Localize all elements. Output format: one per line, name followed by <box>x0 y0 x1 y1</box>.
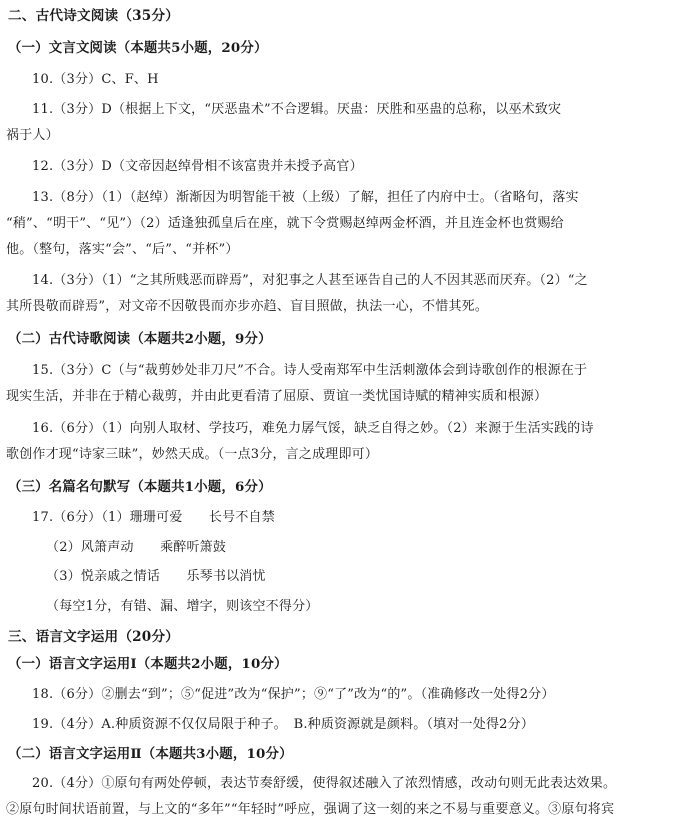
answer-line: 10.（3分）C、F、H <box>32 72 159 87</box>
answer-line: 现实生活，并非在于精心裁剪，并由此更看清了屈原、贾谊一类忧国诗赋的精神实质和根源） <box>6 389 548 404</box>
answer-line: 13.（8分）（1）（赵绰）渐渐因为明智能干被（上级）了解，担任了内府中士。（省略句，落实 <box>32 190 579 205</box>
answer-line: （每空1分，有错、漏、增字，则该空不得分） <box>46 599 319 614</box>
answer-line: 14.（3分）（1）“之其所贱恶而辟焉”，对犯事之人甚至诬告自己的人不因其恶而厌弃。（2）“之 <box>32 273 588 288</box>
answer-line: （3）悦亲戚之情话 乐琴书以消忧 <box>46 569 266 584</box>
answer-line: 祸于人） <box>6 128 59 143</box>
subsection-heading: （三）名篇名句默写（本题共1小题，6分） <box>8 479 272 495</box>
subsection-heading: （一）文言文阅读（本题共5小题，20分） <box>8 40 268 56</box>
subsection-heading: （二）语言文字运用Ⅱ（本题共3小题，10分） <box>8 746 293 762</box>
answer-line: （2）风箫声动 乘醉听箫鼓 <box>46 540 227 555</box>
answer-line: 17.（6分）（1）珊珊可爱 长号不自禁 <box>32 510 275 525</box>
answer-line: “稍”、“明干”、“见”）（2）适逢独孤皇后在座，就下令赏赐赵绰两金杯酒，并且连金杯也赏赐给 <box>6 216 564 231</box>
answer-line: 20.（4分）①原句有两处停顿，表达节奏舒缓，使得叙述融入了浓烈情感，改动句则无此表达效果。 <box>32 776 617 791</box>
answer-line: 12.（3分）D（文帝因赵绰骨相不该富贵并未授予高官） <box>32 159 363 174</box>
answer-line: 他。（整句，落实“会”、“后”、“并杯”） <box>6 242 239 257</box>
answer-line: 歌创作才现“诗家三昧”，妙然天成。（一点3分，言之成理即可） <box>6 447 379 462</box>
answer-line: 11.（3分）D（根据上下文，“厌恶蛊术”不合逻辑。厌蛊：厌胜和巫蛊的总称，以巫术致灾 <box>32 102 562 117</box>
answer-line: ②原句时间状语前置，与上文的“多年”“年轻时”呼应，强调了这一刻的来之不易与重要意义。③原句将宾 <box>6 802 615 817</box>
answer-line: 18.（6分）②删去“到”；⑤“促进”改为“保护”；⑨“了”改为“的”。（准确修改一处得2分） <box>32 687 555 702</box>
answer-line: 16.（6分）（1）向别人取材、学技巧，难免力孱气馁，缺乏自得之妙。（2）来源于生活实践的诗 <box>32 421 594 436</box>
answer-line: 其所畏敬而辟焉”，对文帝不因敬畏而亦步亦趋、盲目照做，执法一心，不惜其死。 <box>6 299 489 314</box>
subsection-heading: （二）古代诗歌阅读（本题共2小题，9分） <box>8 331 272 347</box>
answer-line: 15.（3分）C（与“裁剪妙处非刀尺”不合。诗人受南郑军中生活刺激体会到诗歌创作的根源在于 <box>32 363 588 378</box>
answer-line: 19.（4分）A.种质资源不仅仅局限于种子。 B.种质资源就是颜料。（填对一处得2分） <box>32 717 535 732</box>
section-heading: 三、语言文字运用（20分） <box>8 629 180 645</box>
section-heading: 二、古代诗文阅读（35分） <box>8 8 180 24</box>
subsection-heading: （一）语言文字运用Ⅰ（本题共2小题，10分） <box>8 656 288 672</box>
